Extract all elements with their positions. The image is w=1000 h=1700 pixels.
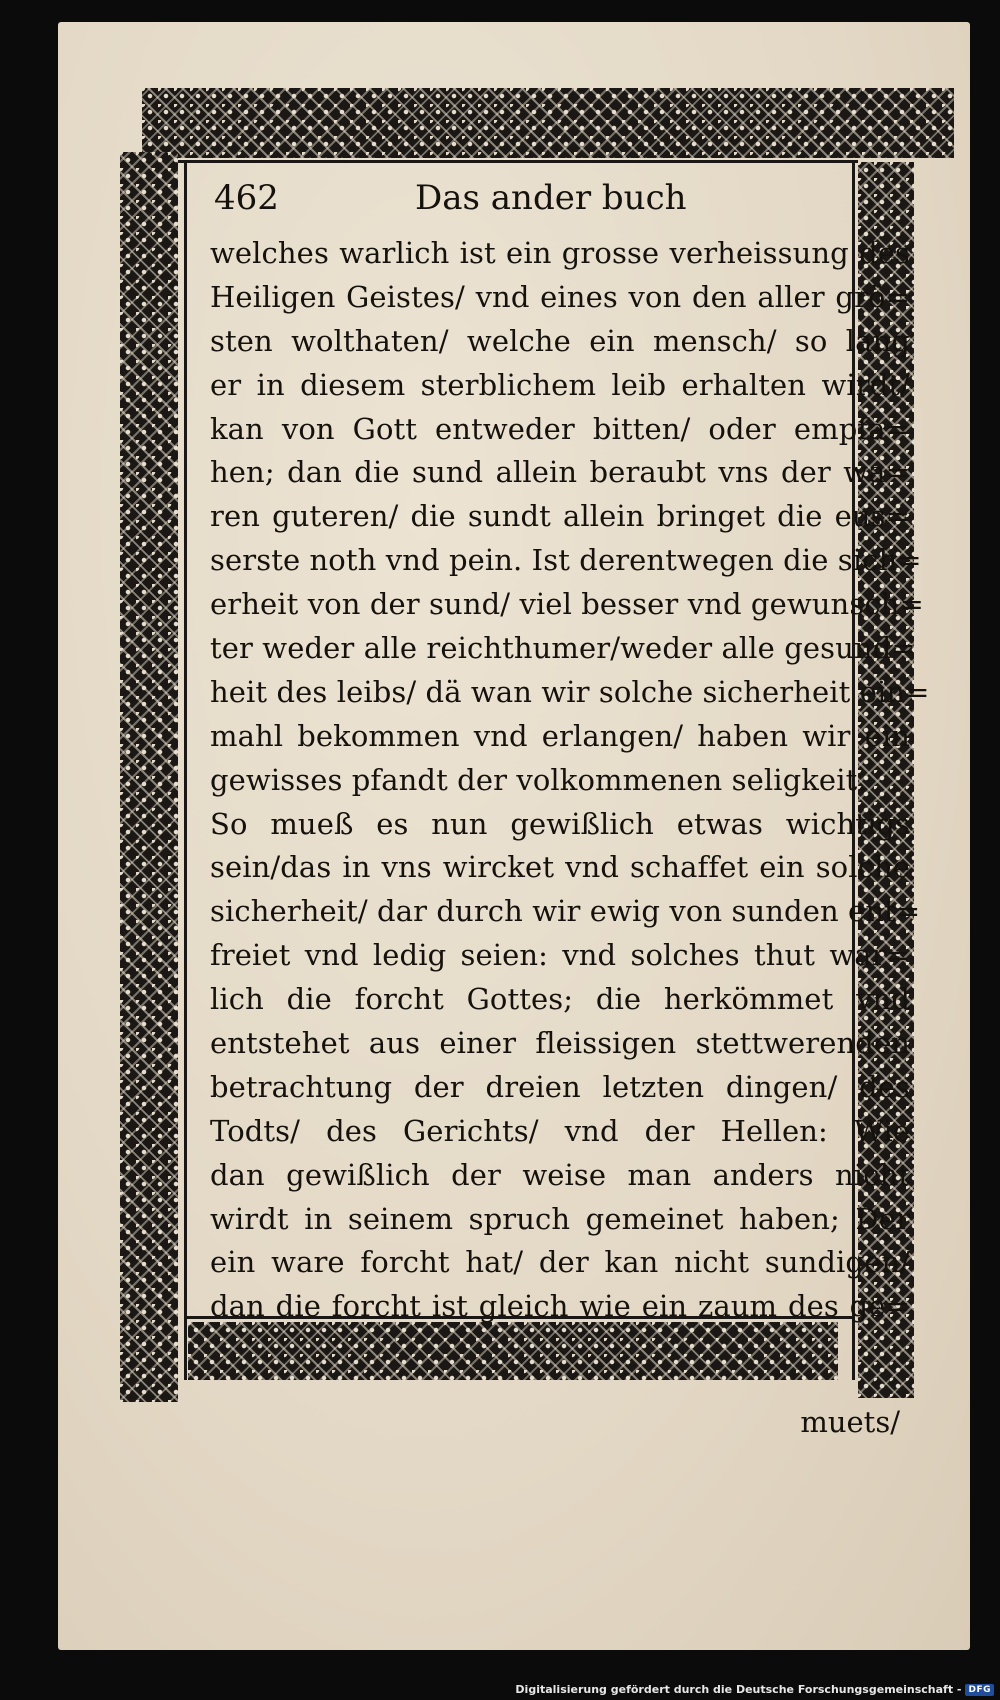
text-line: sicherheit/ dar durch wir ewig von sunden ent= (210, 894, 921, 929)
text-line: entstehet aus einer fleissigen stettwerenden (210, 1026, 910, 1061)
text-line: Todts/ des Gerichts/ vnd der Hellen: Wie (210, 1113, 910, 1148)
text-line: heit des leibs/ dä wan wir solche sicherheit ein= (210, 674, 930, 709)
catchword: muets/ (800, 1405, 900, 1439)
text-line: erheit von der sund/ viel besser vnd gewunsch= (210, 587, 924, 622)
text-line: sten wolthaten/ welche ein mensch/ so lang (210, 323, 910, 358)
text-line: mahl bekommen vnd erlangen/ haben wir ein (210, 718, 910, 753)
text-line: kan von Gott entweder bitten/ oder empfa= (210, 411, 910, 446)
text-block (210, 170, 930, 1439)
frame-rule-left (184, 160, 187, 1380)
text-line: sein/das in vns wircket vnd schaffet ein solche (210, 850, 910, 885)
text-line: serste noth vnd pein. Ist derentwegen die sich= (210, 543, 922, 578)
ornamental-border-top (142, 88, 954, 158)
text-line: dan gewißlich der weise man anders nicht (210, 1157, 910, 1192)
text-line: Heiligen Geistes/ vnd eines von den aller grö= (210, 279, 910, 314)
digitization-credit (515, 1683, 994, 1696)
credit-text: Digitalisierung gefördert durch die Deutsche Forschungsgemeinschaft - (515, 1683, 962, 1696)
text-line: hen; dan die sund allein beraubt vns der wa= (210, 455, 910, 490)
text-line: ter weder alle reichthumer/weder alle gesund= (210, 631, 916, 666)
text-line: So mueß es nun gewißlich etwas wichtigs (210, 806, 910, 841)
text-line: dan die forcht ist gleich wie ein zaum des ge= (210, 1289, 910, 1324)
text-line: freiet vnd ledig seien: vnd solches thut war= (210, 938, 910, 973)
ornamental-border-left (120, 152, 178, 1402)
dfg-logo: DFG (965, 1684, 994, 1696)
page-number: 462 (214, 178, 279, 218)
text-line: betrachtung der dreien letzten dingen/ des (210, 1069, 910, 1104)
text-line: ein ware forcht hat/ der kan nicht sundigen/ (210, 1245, 910, 1280)
text-line: welches warlich ist ein grosse verheissung des (210, 236, 910, 270)
text-line: lich die forcht Gottes; die herkömmet vnd (210, 982, 910, 1017)
body-text (210, 232, 930, 1329)
running-head: Das ander buch (415, 178, 687, 218)
text-line: er in diesem sterblichem leib erhalten wirdt/ (210, 367, 910, 402)
text-line: ren guteren/ die sundt allein bringet die eus= (210, 499, 910, 534)
text-line: gewisses pfandt der volkommenen seligkeit. (210, 762, 867, 797)
page-header (210, 170, 910, 226)
frame-rule-top (178, 160, 858, 163)
text-line: wirdt in seinem spruch gemeinet haben; Der (210, 1201, 910, 1236)
